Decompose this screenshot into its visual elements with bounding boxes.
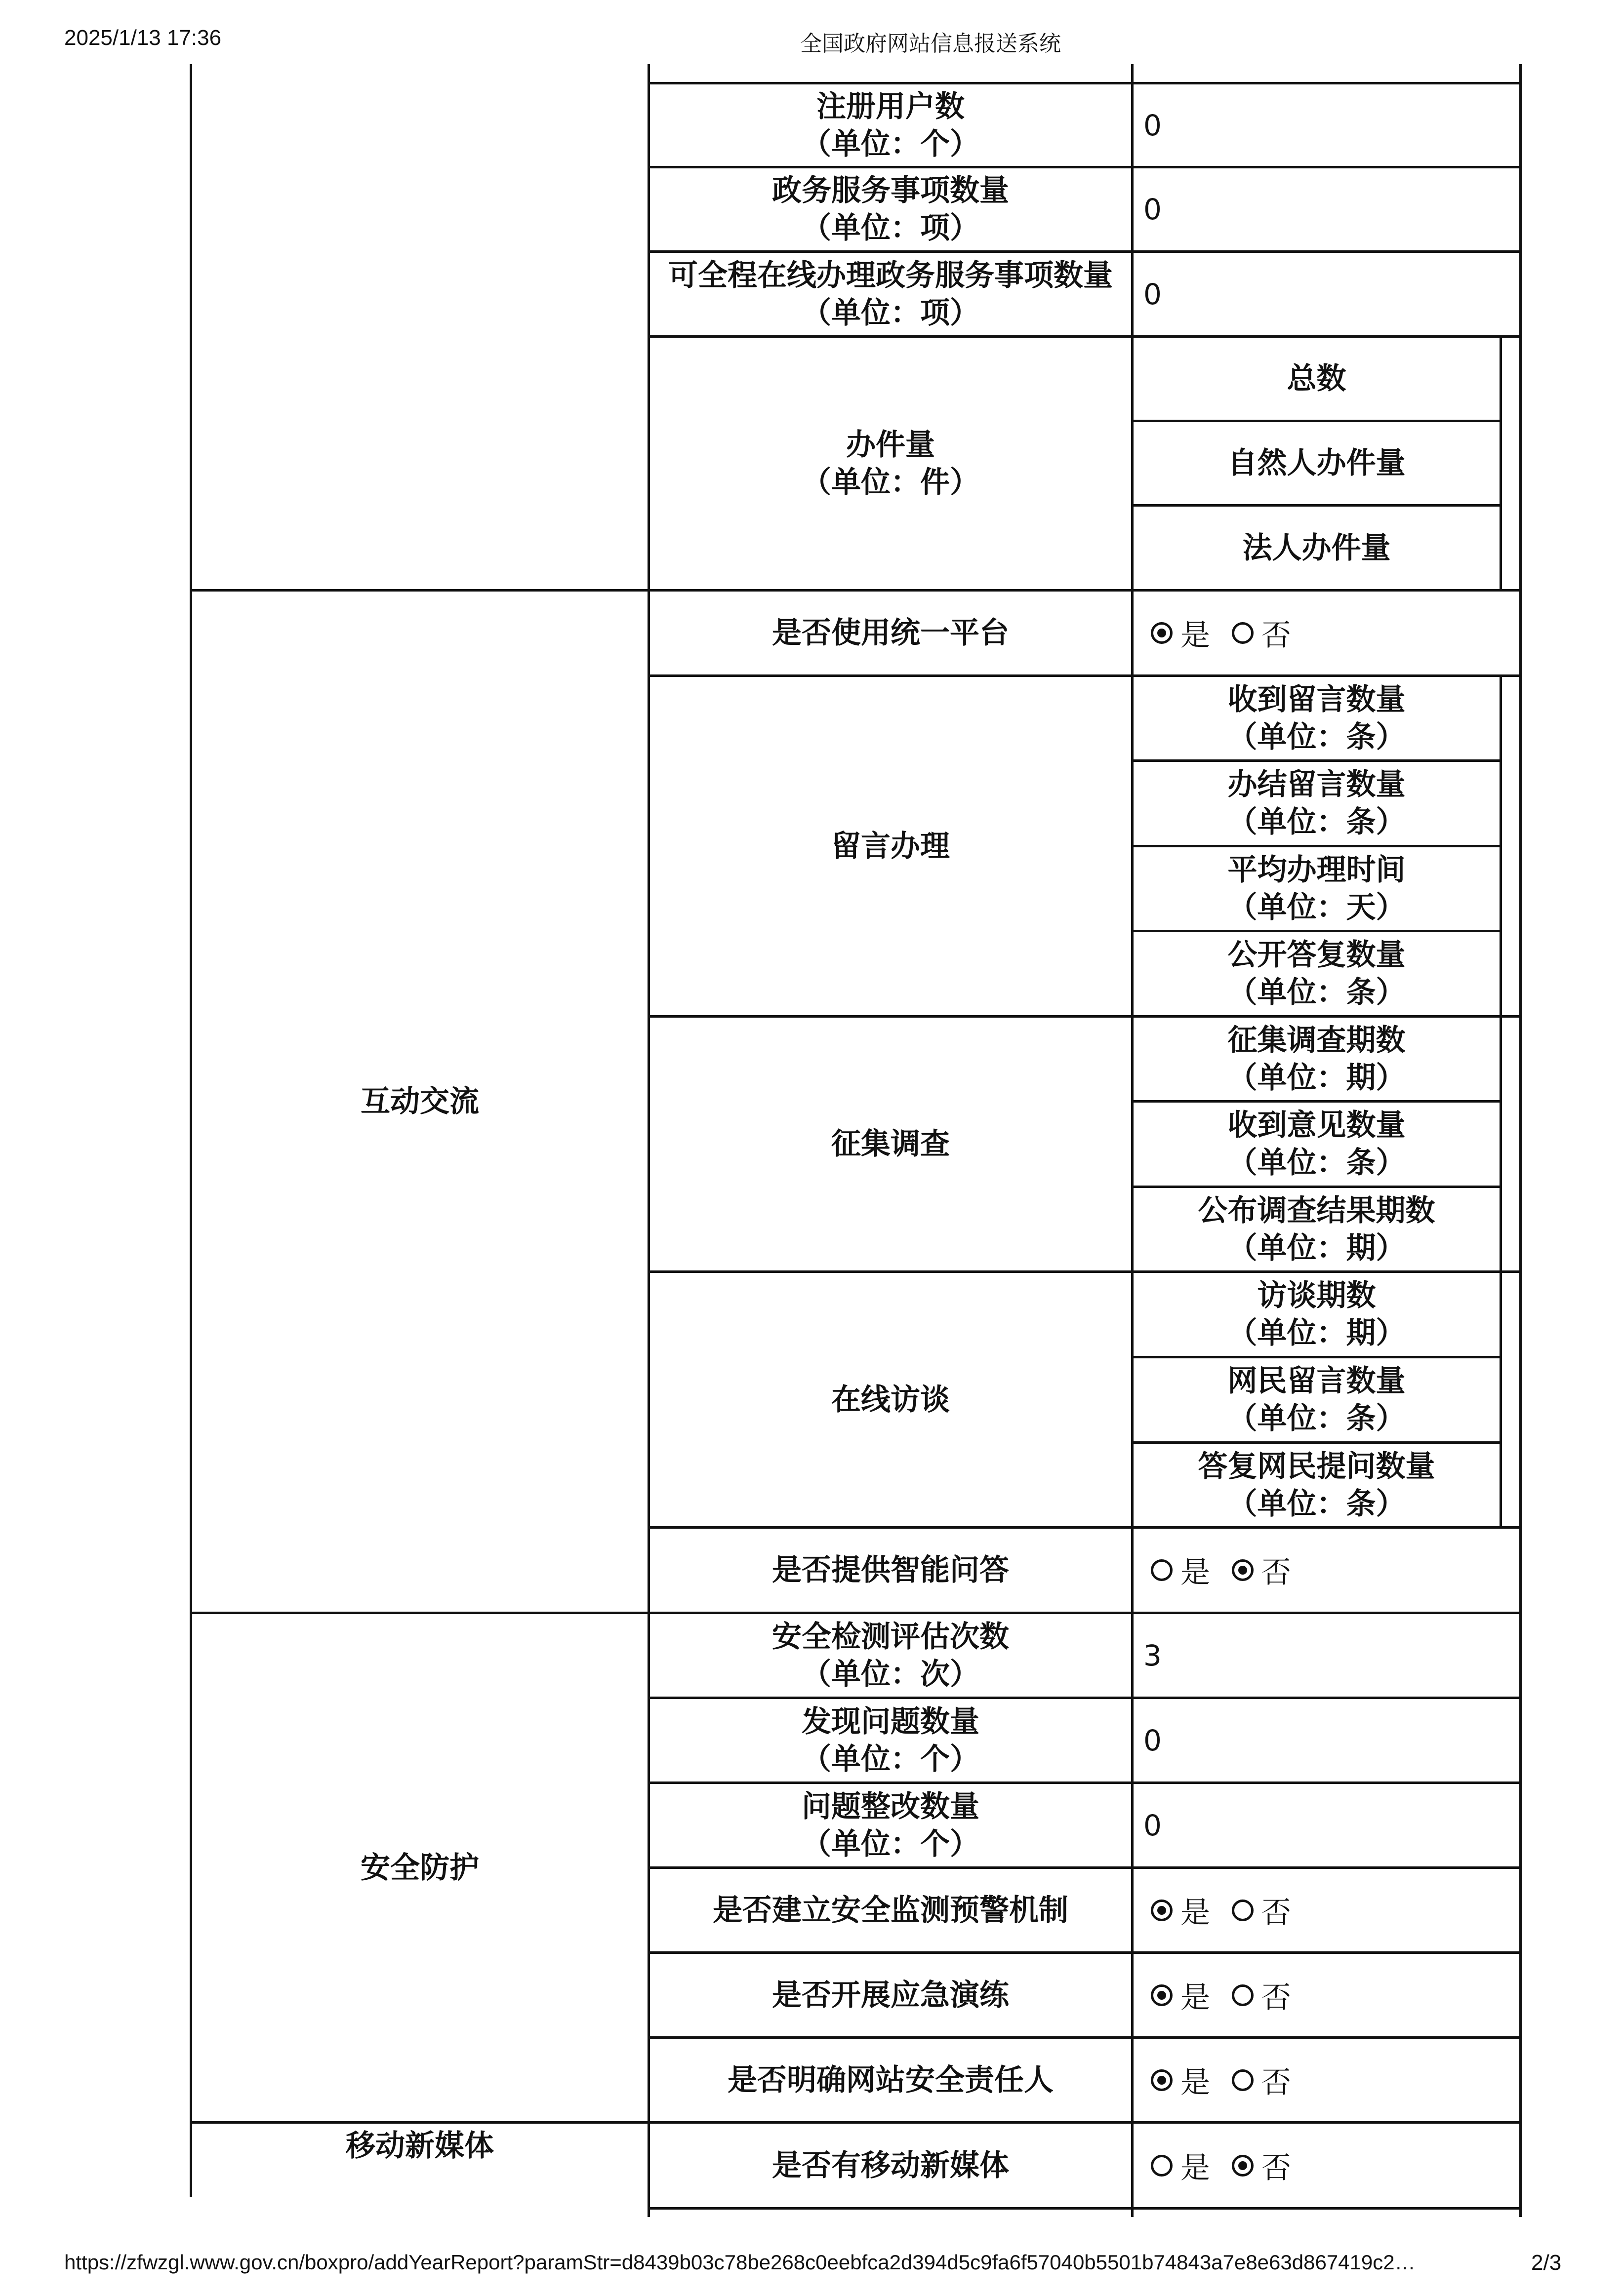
print-datetime: 2025/1/13 17:36 bbox=[64, 26, 222, 50]
security-drill-label: 是否开展应急演练 bbox=[772, 1978, 1009, 2013]
radio-empty-icon bbox=[1232, 2069, 1254, 2091]
security-issues-value[interactable]: 0 bbox=[1143, 1723, 1162, 1757]
section-mobile: 移动新媒体 bbox=[346, 2129, 494, 2163]
radio-empty-icon bbox=[1151, 2155, 1173, 2177]
cases-natural-label: 自然人办件量 bbox=[1227, 446, 1406, 480]
unified-platform-yes[interactable]: 是 bbox=[1151, 612, 1210, 654]
security-responsible-radio-group bbox=[1151, 2039, 1313, 2121]
online-items-label: 可全程在线办理政务服务事项数量 （单位：项） bbox=[668, 258, 1113, 330]
messages-received-label: 收到留言数量 （单位：条） bbox=[1227, 682, 1406, 754]
radio-selected-icon bbox=[1151, 622, 1173, 644]
cases-label: 办件量 （单位：件） bbox=[802, 427, 979, 500]
security-warning-no[interactable]: 否 bbox=[1232, 1889, 1291, 1932]
radio-selected-icon bbox=[1151, 2069, 1173, 2091]
section-interaction: 互动交流 bbox=[361, 1084, 479, 1119]
security-responsible-yes[interactable]: 是 bbox=[1151, 2059, 1210, 2101]
security-responsible-label: 是否明确网站安全责任人 bbox=[728, 2062, 1054, 2098]
security-fixed-value[interactable]: 0 bbox=[1143, 1808, 1162, 1842]
mobile-media-no[interactable]: 否 bbox=[1232, 2144, 1291, 2187]
smart-qa-radio-group bbox=[1151, 1529, 1313, 1612]
unified-platform-label: 是否使用统一平台 bbox=[772, 616, 1009, 650]
service-items-value[interactable]: 0 bbox=[1143, 193, 1162, 226]
survey-periods-label: 征集调查期数 （单位：期） bbox=[1227, 1023, 1406, 1095]
survey-label: 征集调查 bbox=[831, 1127, 950, 1161]
smart-qa-no[interactable]: 否 bbox=[1232, 1549, 1291, 1591]
unified-platform-radio-group bbox=[1151, 592, 1313, 674]
online-items-value[interactable]: 0 bbox=[1143, 277, 1162, 311]
security-drill-no[interactable]: 否 bbox=[1232, 1974, 1291, 2017]
messages-done-label: 办结留言数量 （单位：条） bbox=[1227, 767, 1406, 839]
page-number: 2/3 bbox=[1531, 2251, 1562, 2275]
interview-periods-label: 访谈期数 （单位：期） bbox=[1227, 1278, 1406, 1350]
radio-empty-icon bbox=[1232, 1984, 1254, 2006]
radio-empty-icon bbox=[1232, 622, 1254, 644]
interview-label: 在线访谈 bbox=[831, 1382, 950, 1417]
security-fixed-label: 问题整改数量 （单位：个） bbox=[802, 1789, 979, 1861]
security-warning-yes[interactable]: 是 bbox=[1151, 1889, 1210, 1932]
security-responsible-no[interactable]: 否 bbox=[1232, 2059, 1291, 2101]
messages-label: 留言办理 bbox=[831, 829, 950, 864]
radio-selected-icon bbox=[1232, 1559, 1254, 1581]
mobile-media-yes[interactable]: 是 bbox=[1151, 2144, 1210, 2187]
radio-selected-icon bbox=[1151, 1984, 1173, 2006]
security-drill-yes[interactable]: 是 bbox=[1151, 1974, 1210, 2017]
interview-messages-label: 网民留言数量 （单位：条） bbox=[1227, 1364, 1406, 1436]
security-checks-label: 安全检测评估次数 （单位：次） bbox=[772, 1619, 1009, 1692]
registered-users-value[interactable]: 0 bbox=[1143, 108, 1162, 142]
security-warning-label: 是否建立安全监测预警机制 bbox=[713, 1893, 1068, 1928]
messages-avg-time-label: 平均办理时间 （单位：天） bbox=[1227, 852, 1406, 925]
security-warning-radio-group bbox=[1151, 1869, 1313, 1951]
service-items-label: 政务服务事项数量 （单位：项） bbox=[772, 173, 1009, 245]
section-security: 安全防护 bbox=[361, 1850, 479, 1885]
smart-qa-label: 是否提供智能问答 bbox=[772, 1553, 1009, 1587]
security-drill-radio-group bbox=[1151, 1954, 1313, 2036]
survey-opinions-label: 收到意见数量 （单位：条） bbox=[1227, 1108, 1406, 1180]
registered-users-label: 注册用户数 （单位：个） bbox=[802, 89, 979, 161]
security-checks-value[interactable]: 3 bbox=[1143, 1638, 1162, 1672]
cases-legal-label: 法人办件量 bbox=[1242, 530, 1391, 565]
system-title: 全国政府网站信息报送系统 bbox=[800, 32, 1061, 56]
radio-selected-icon bbox=[1151, 1900, 1173, 1921]
radio-empty-icon bbox=[1232, 1900, 1254, 1921]
mobile-media-label: 是否有移动新媒体 bbox=[772, 2148, 1009, 2183]
cases-total-label: 总数 bbox=[1287, 361, 1346, 396]
security-issues-label: 发现问题数量 （单位：个） bbox=[802, 1704, 979, 1777]
radio-selected-icon bbox=[1232, 2155, 1254, 2177]
mobile-media-radio-group bbox=[1151, 2124, 1313, 2207]
interview-answers-label: 答复网民提问数量 （单位：条） bbox=[1198, 1449, 1435, 1521]
smart-qa-yes[interactable]: 是 bbox=[1151, 1549, 1210, 1591]
radio-empty-icon bbox=[1151, 1559, 1173, 1581]
page-url[interactable]: https://zfwzgl.www.gov.cn/boxpro/addYearReport?paramStr=d8439b03c78be268c0eebfca2d394d5c9fa6f57040b5501b74843a7e8e63d867419c2… bbox=[64, 2251, 1416, 2274]
messages-public-reply-label: 公开答复数量 （单位：条） bbox=[1227, 938, 1406, 1010]
unified-platform-no[interactable]: 否 bbox=[1232, 612, 1291, 654]
survey-results-label: 公布调查结果期数 （单位：期） bbox=[1198, 1193, 1435, 1266]
